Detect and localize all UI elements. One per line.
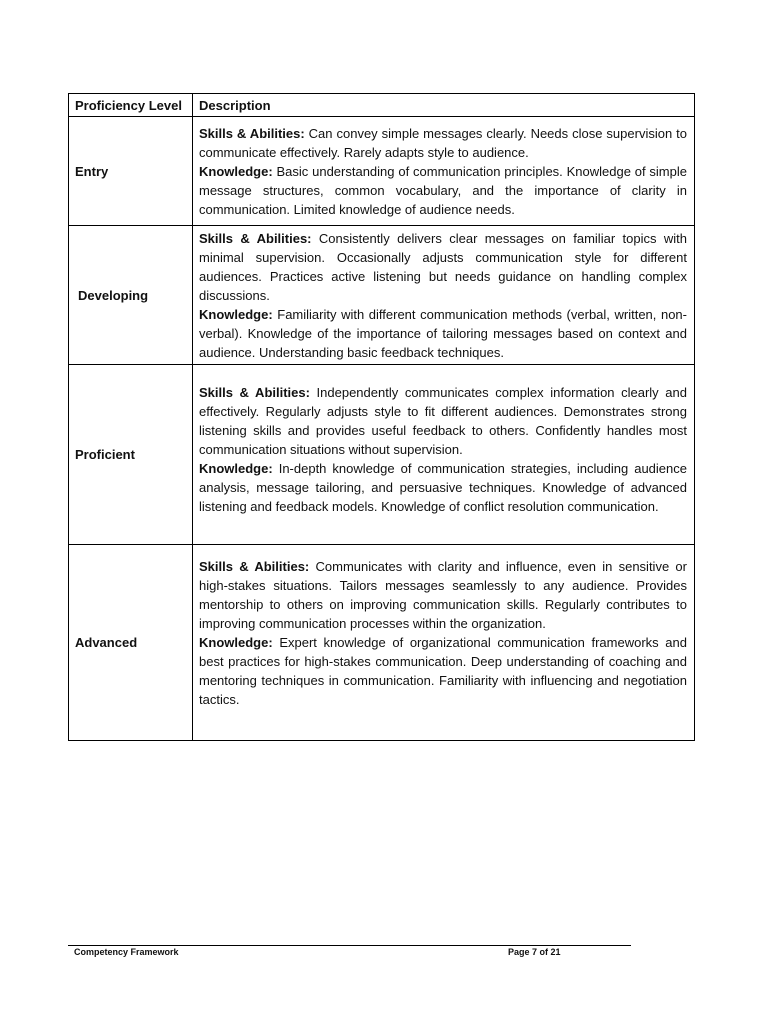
- level-cell-advanced: Advanced: [69, 545, 193, 741]
- skills-paragraph: Skills & Abilities: Communicates with clarity and influence, even in sensitive or high-stakes situations. Tailors messages seamlessly to any audience. Provides mentorship to others on improving communication skills. Regularly contributes to improving communication processes within the organization.: [199, 558, 687, 631]
- level-cell-entry: Entry: [69, 117, 193, 226]
- table-row: [69, 365, 695, 545]
- skills-paragraph: Skills & Abilities: Can convey simple messages clearly. Needs close supervision to communicate effectively. Rarely adapts style to audience.: [199, 125, 687, 160]
- header-proficiency-level: Proficiency Level: [69, 94, 193, 117]
- description-cell-developing: [193, 226, 695, 365]
- knowledge-paragraph: Knowledge: In-depth knowledge of communication strategies, including audience analysis, message tailoring, and persuasive techniques. Knowledge of advanced listening and feedback models. Knowledge of conflict resolution communication.: [199, 461, 687, 514]
- knowledge-paragraph: Knowledge: Familiarity with different communication methods (verbal, written, non-verbal). Knowledge of the importance of tailoring messages based on context and audience. Understanding basic feedback techniques.: [199, 306, 687, 360]
- table-row: [69, 226, 695, 365]
- header-description: Description: [193, 94, 695, 117]
- table-row: [69, 545, 695, 741]
- level-cell-proficient: Proficient: [69, 365, 193, 545]
- knowledge-paragraph: Knowledge: Basic understanding of communication principles. Knowledge of simple message structures, common vocabulary, and the importance of clarity in communication. Limited knowledge of audience needs.: [199, 163, 687, 217]
- table-row: [69, 117, 695, 226]
- footer-page-number: Page 7 of 21: [508, 947, 561, 957]
- proficiency-table: [68, 93, 695, 741]
- description-cell-entry: [193, 117, 695, 226]
- description-cell-proficient: [193, 365, 695, 545]
- level-cell-developing: Developing: [69, 226, 193, 365]
- description-cell-advanced: [193, 545, 695, 741]
- skills-paragraph: Skills & Abilities: Independently communicates complex information clearly and effectively. Regularly adjusts style to fit different audiences. Demonstrates strong listening skills and provides useful feedback to others. Confidently handles most communication situations without supervision.: [199, 385, 687, 457]
- knowledge-paragraph: Knowledge: Expert knowledge of organizational communication frameworks and best practices for high-stakes communication. Deep understanding of coaching and mentoring techniques in communication. Familiarity with influencing and negotiation tactics.: [199, 634, 687, 707]
- table-header-row: [69, 94, 695, 117]
- footer-document-title: Competency Framework: [74, 947, 179, 957]
- skills-paragraph: Skills & Abilities: Consistently delivers clear messages on familiar topics with minimal supervision. Occasionally adjusts communication style for different audiences. Practices active listening but needs guidance on handling complex discussions.: [199, 230, 687, 303]
- page-footer: [68, 945, 631, 962]
